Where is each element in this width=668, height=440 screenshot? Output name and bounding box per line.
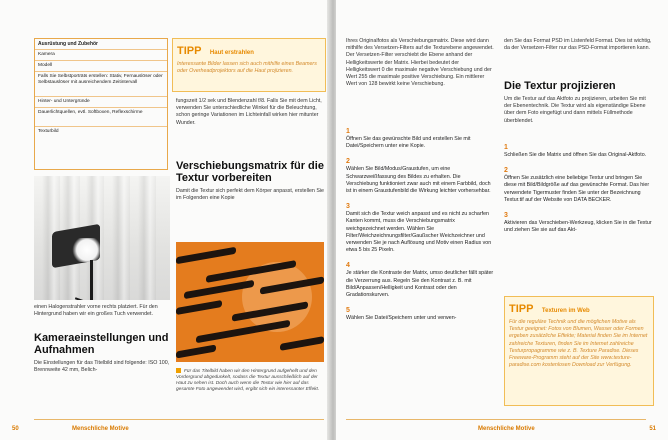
tiger-stripe (176, 300, 222, 315)
tip-box (172, 38, 326, 92)
tiger-stripe (176, 247, 236, 265)
paragraph: fungszeit 1/2 sek und Blendenzahl f/8. Falls Sie mit dem Licht, verwenden Sie unterschiedliche Winkel für die Beleuchtung, schon geringe Variationen im Lichteinfall wirken hier mitunter Wunder. (176, 98, 322, 126)
step-text: Wählen Sie Bild/Modus/Graustufen, um eine Schwarzweißfassung des Bildes zu erhalten. Die Verschiebung funktioniert zwar auch mit einem Farbbild, doch ist in einem Graustufenbild die Wirkung leichter vorhersehbar. (346, 166, 491, 195)
step (504, 167, 652, 204)
tip-text: Interessante Bilder lassen sich auch mithilfe eines Beamers oder Overheadprojektors auf die Haut projizieren. (177, 61, 317, 75)
tip-subtitle: Texturen im Web (541, 308, 590, 314)
equipment-row: Falls Sie Selbstporträts erstellen: Stativ, Fernauslöser oder Selbstauslöser mit ausreichendem Zeitintervall (35, 72, 167, 97)
step-text: Öffnen Sie zusätzlich eine beliebige Textur und bringen Sie diese mit Bild/Bildgröße auf das gewünschte Format. Das hier verwendete Tigermuster finden Sie unter der Bezeichnung Textur.tif auf der Website von DATA BECKER. (504, 175, 650, 203)
step-number: 2 (504, 167, 508, 175)
studio-photo (34, 176, 170, 300)
lamp-stand (90, 260, 93, 300)
right-page (336, 0, 668, 440)
paragraph: einen Halogenstrahler vorne rechts platziert. Für den Hintergrund haben wir ein großes Tuch verwendet. (34, 304, 158, 318)
equipment-row: Modell (35, 61, 167, 72)
step-number: 4 (346, 262, 350, 270)
tip-title: TIPP (509, 303, 534, 315)
section-heading: Kameraeinstellungen und Aufnahmen (34, 332, 169, 356)
step-text: Öffnen Sie das gewünschte Bild und erstellen Sie mit Datei/Speichern unter eine Kopie. (346, 136, 471, 150)
step (346, 203, 494, 254)
page-number: 50 (12, 426, 19, 432)
step-number: 3 (504, 212, 508, 220)
caption-marker-icon (176, 368, 181, 373)
step (504, 144, 652, 159)
equipment-row: Dauerlichtquellen, evtl. Softboxen, Reflexschirme (35, 108, 167, 127)
tiger-stripe (176, 344, 216, 358)
step-number: 2 (346, 158, 350, 166)
section-heading: Verschiebungsmatrix für die Textur vorbereiten (176, 160, 324, 184)
page-number: 51 (649, 426, 656, 432)
photo-caption (176, 368, 324, 393)
steps-column-left (346, 128, 494, 322)
tip-text: Für die reguläre Technik und die möglichen Motive als Textur geeignet: Fotos von Blumen, Wasser oder Formen ergeben zusätzliche Effekte; Material finden Sie im Internet zahlreiche Texturen, finden Sie im Internet zahlreiche Texturpropagramme wie z. B. Texture Paradise. Dieses Freeware-Programm steht auf der Site www.texture-paradise.com kostenlosen Download zur Verfügung. (509, 319, 648, 369)
step (346, 262, 494, 299)
step-text: Wählen Sie Datei/Speichern unter und verwen- (346, 315, 457, 322)
footer-rule (346, 419, 646, 420)
section-kameraeinstellungen (34, 332, 170, 374)
left-page (0, 0, 330, 440)
equipment-table (34, 38, 168, 170)
drape-fold (112, 176, 130, 300)
intro-paragraph: Ihres Originalfotos als Verschiebungsmatrix. Diese wird dann mithilfe des Versetzen-Filters auf die Texturebene angewendet. Der Versetzen-Filter verschiebt die Ebene anhand der Helligkeitswerte der Matrix. Hierbei bedeutet der Helligkeitswert 0 die maximale negative Verschiebung und der Wert 255 die maximale positive Verschiebung. Ein mittlerer Wert von 128 bewirkt keine Verschiebung. (346, 38, 494, 88)
section-text: Um die Textur auf das Aktfoto zu projizieren, arbeiten Sie mit der Ebenentechnik. Die Textur wird als eigenständige Ebene über dem Foto eingefügt und dann mittels Füllmethode überblendet. (504, 96, 646, 124)
footer-rule (34, 419, 324, 420)
equipment-row: Kamera (35, 50, 167, 61)
step-number: 5 (346, 307, 350, 315)
section-text: Die Einstellungen für das Titelbild sind folgende: ISO 100, Brennweite 42 mm, Belich- (34, 360, 170, 374)
tip-title: TIPP (177, 45, 202, 57)
tiger-texture-photo (176, 242, 324, 362)
step-number: 1 (346, 128, 350, 135)
step-text: Aktivieren das Verschieben-Werkzeug, klicken Sie in die Textur und ziehen Sie sie auf das Akt- (504, 220, 652, 234)
step (346, 158, 494, 195)
step-number: 3 (346, 203, 350, 211)
equipment-row: Texturbild (38, 129, 59, 134)
equipment-table-title: Ausrüstung und Zubehör (35, 39, 167, 50)
tip-box (504, 296, 654, 406)
tip-subtitle: Haut erstrahlen (209, 50, 254, 56)
footer-title: Menschliche Motive (72, 426, 129, 432)
equipment-row: Hinter- und Untergründe (35, 97, 167, 108)
step-text: Je stärker die Kontraste der Matrix, umso deutlicher fällt später die Verzerrung aus. Regeln Sie den Kontrast z. B. mit Bild/Anpassen/Helligkeit und Kontrast oder den Gradationskurven. (346, 270, 494, 299)
footer-title: Menschliche Motive (478, 426, 535, 432)
section-textur-projizieren (504, 80, 652, 125)
step-text: Schließen Sie die Matrix und öffnen Sie das Original-Aktfoto. (504, 152, 647, 158)
section-text: Damit die Textur sich perfekt dem Körper anpasst, erstellen Sie im Folgenden eine Kopie (176, 188, 324, 202)
section-heading: Die Textur projizieren (504, 80, 616, 92)
step (346, 307, 494, 322)
step (504, 212, 652, 234)
section-verschiebungsmatrix (176, 160, 324, 202)
tiger-stripe (280, 336, 324, 351)
caption-text: Für das Titelbild haben wir den Hintergrund aufgehellt und den Vordergrund abgedunkelt, sodass die Textur ausschließlich auf der Haut zu sehen ist. Doch auch wenn die Textur wie hier auf das gesamte Foto angewendet wird, ergibt sich ein interessanter Effekt. (176, 368, 320, 392)
step-text: Damit sich die Textur weich anpasst und es nicht zu scharfen Kanten kommt, muss die Verschiebungsmatrix weichgezeichnet werden. Wählen Sie Filter/Weichzeichnungsfilter/Gaußscher Weichzeichner und verwenden Sie je nach Auflösung und Motiv einen Radius von etwa 5 bis 25 Pixeln. (346, 211, 492, 254)
step-number: 1 (504, 144, 508, 151)
paragraph: den Sie das Format PSD im Listenfeld Format. Dies ist wichtig, da der Versetzen-Filter nur das PSD-Format importieren kann. (504, 38, 652, 52)
steps-column-right (504, 144, 652, 234)
drape-fold (138, 176, 156, 300)
lamp-glow (70, 238, 104, 262)
step (346, 128, 494, 150)
